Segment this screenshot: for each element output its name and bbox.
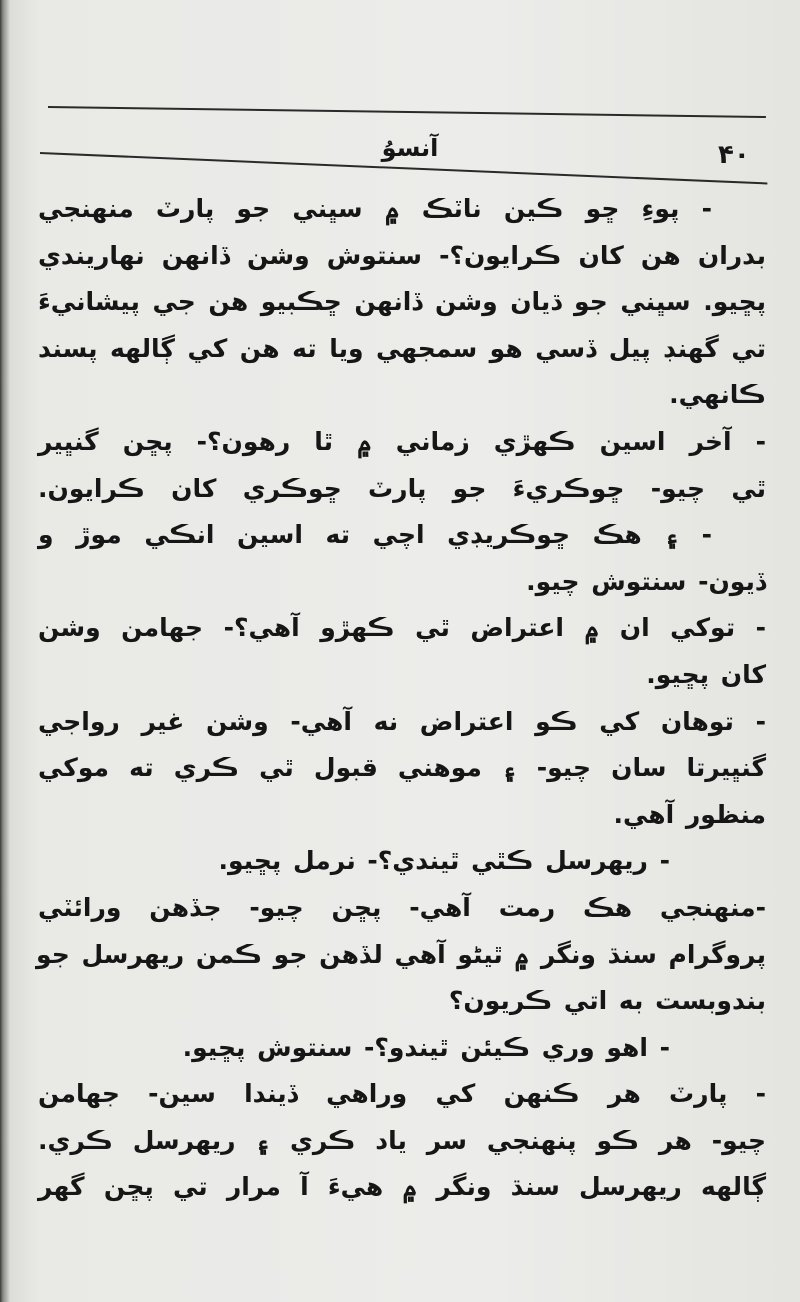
text-line: -منهنجي هڪ رمت آهي- پڇن چيو- جڏهن ورائٽي [38, 892, 766, 922]
text-line: - ۽ هڪ ڇوڪريڊي اچي ته اسين انڪي موڙ و [38, 520, 712, 550]
running-title: آنسوُ [381, 134, 439, 162]
text-line: - پارٽ هر ڪنهن کي وراهي ڏيندا سين- جهامن [38, 1079, 766, 1109]
text-line: ٿي چيو- ڇوڪريءَ جو پارٽ ڇوڪري کان ڪرايون. [38, 473, 766, 503]
header-rule-top [48, 106, 766, 118]
text-line: پروگرام سنڌ ونگر ۾ ٿيڻو آهي لڏهن جو ڪمن ريهرسل جو [36, 939, 766, 969]
page-number: ۴۰ [718, 140, 750, 170]
text-line: کان پڇيو. [646, 659, 766, 689]
text-line: ڪانهي. [669, 380, 766, 410]
body-text [38, 186, 766, 1211]
text-line: گنڀيرتا سان چيو- ۽ موهني قبول ٿي ڪري ته موکي [38, 753, 766, 783]
text-line: - پوءِ ڇو ڪين ناٽڪ ۾ سڀني جو پارٽ منهنجي [38, 194, 712, 223]
text-line: منظور آهي. [613, 799, 766, 829]
text-line: بندوبست به اتي ڪريون؟ [448, 986, 766, 1016]
text-line: - آخر اسين ڪهڙي زماني ۾ ٿا رهون؟- پڇن گنڀير [38, 426, 766, 456]
text-line: ڏيون- سنتوش چيو. [526, 566, 766, 596]
text-line: - ريهرسل ڪٿي ٿيندي؟- نرمل پڇيو. [218, 846, 670, 876]
text-line: بدران هن کان ڪرايون؟- سنتوش وشن ڏانهن نهاريندي [38, 240, 766, 270]
text-line: - توکي ان ۾ اعتراض ٿي ڪهڙو آهي؟- جهامن وشن [38, 613, 766, 643]
text-line: - توهان کي ڪو اعتراض نه آهي- وشن غير رواجي [38, 706, 766, 736]
text-line: - اهو وري ڪيئن ٿيندو؟- سنتوش پڇيو. [182, 1032, 670, 1062]
text-line: پڇيو. سڀني جو ڌيان وشن ڏانهن ڇڪبيو هن جي پيشانيءَ [38, 287, 766, 317]
text-line: تي گهنڊ پيل ڏسي هو سمجهي ويا ته هن کي ڳالهه پسند [38, 333, 766, 363]
text-line: ڳالهه ريهرسل سنڌ ونگر ۾ هيءَ آ مرار تي پڇن گهر [38, 1172, 766, 1202]
text-line: چيو- هر ڪو پنهنجي سر ياد ڪري ۽ ريهرسل ڪري. [38, 1125, 766, 1155]
